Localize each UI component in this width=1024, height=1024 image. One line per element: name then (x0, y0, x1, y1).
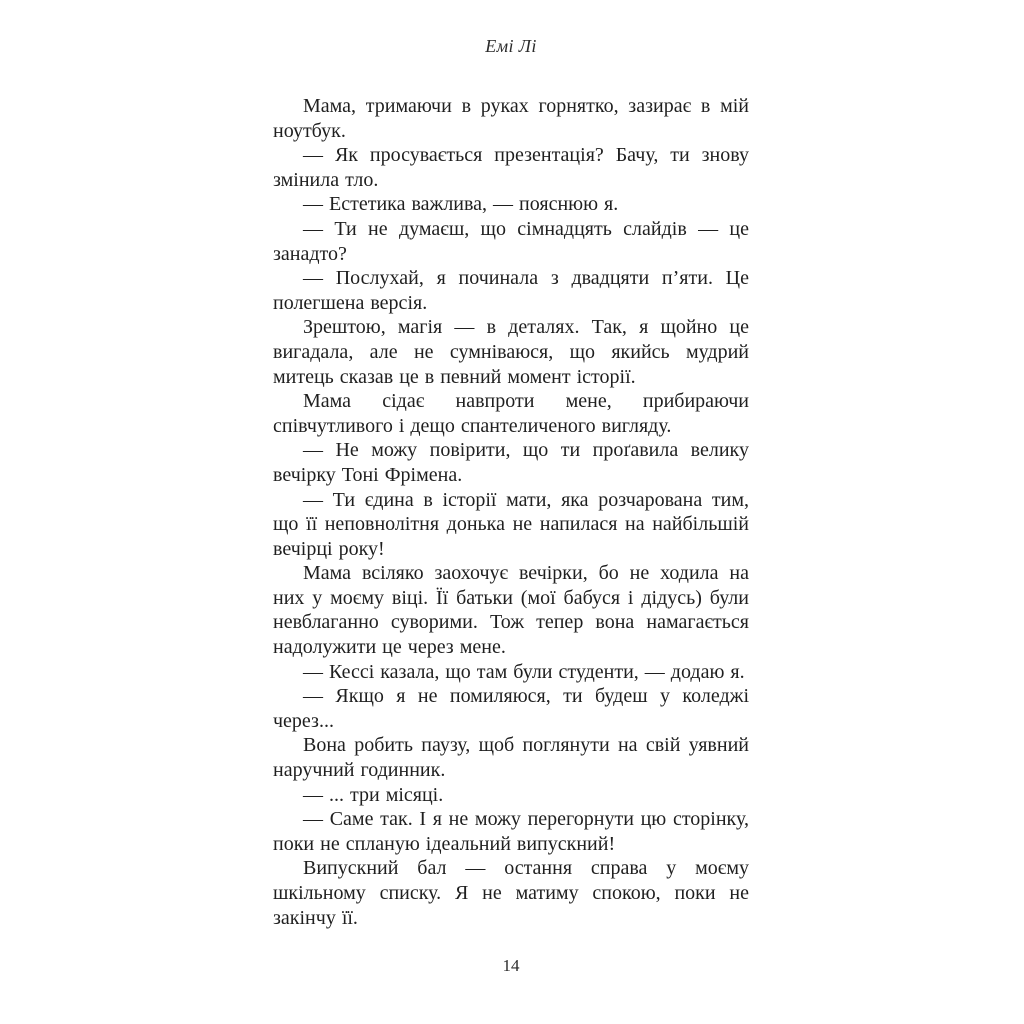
paragraph: — Естетика важлива, — пояснюю я. (303, 193, 619, 216)
paragraph: — Якщо я не помиляюся, ти будеш у коледжі через... (273, 685, 749, 732)
paragraph: — ... три місяці. (303, 783, 444, 806)
paragraph: Зрештою, магія — в деталях. Так, я щойно це вигадала, але не сумніваюся, що якийсь мудрий митець сказав це в певний момент історії. (273, 316, 749, 388)
paragraph: — Не можу повірити, що ти проґавила велику вечірку Тоні Фрімена. (273, 439, 749, 486)
running-header: Емі Лі (485, 36, 537, 56)
paragraph: Вона робить паузу, щоб поглянути на свій уявний наручний годинник. (273, 734, 749, 782)
paragraph: — Як просувається презентація? Бачу, ти знову змінила тло. (273, 144, 749, 191)
paragraph: — Ти не думаєш, що сімнадцять слайдів — це занадто? (273, 217, 749, 265)
paragraph: Випускний бал — остання справа у моєму шкільному списку. Я не матиму спокою, поки не закінчу її. (273, 857, 749, 929)
page-number: 14 (502, 956, 520, 975)
paragraph: — Ти єдина в історії мати, яка розчарована тим, що її неповнолітня донька не напилася на найбільшій вечірці року! (273, 488, 749, 560)
paragraph: Мама всіляко заохочує вечірки, бо не ходила на них у моєму віці. Її батьки (мої бабуся і дідусь) були невблаганно суворими. Тож тепер вона намагається надолужити це через мене. (273, 562, 749, 659)
paragraph: — Кессі казала, що там були студенти, — додаю я. (303, 660, 745, 683)
page-body (273, 94, 749, 930)
paragraph: — Саме так. І я не можу перегорнути цю сторінку, поки не спланую ідеальний випускний! (273, 808, 749, 855)
paragraph: Мама сідає навпроти мене, прибираючи співчутливого і дещо спантеличеного вигляду. (273, 390, 749, 437)
paragraph: Мама, тримаючи в руках горнятко, зазирає в мій ноутбук. (273, 95, 749, 142)
paragraph: — Послухай, я починала з двадцяти п’яти. Це полегшена версія. (273, 267, 749, 314)
